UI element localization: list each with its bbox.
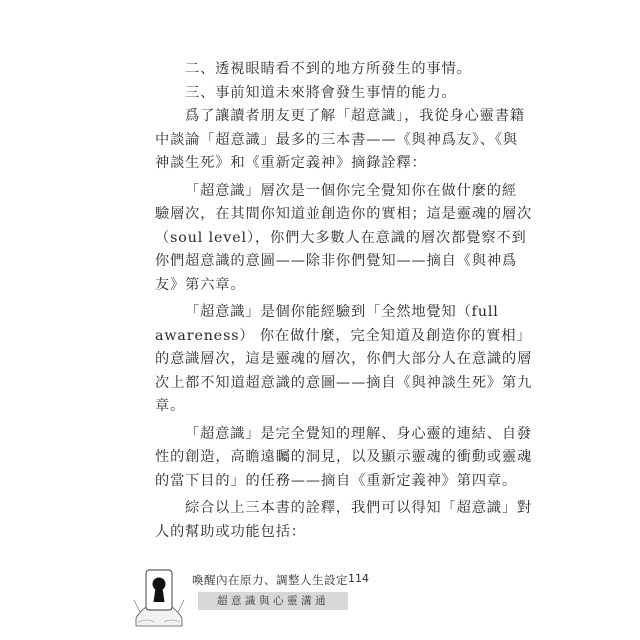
text-line: 三、事前知道未來將會發生事情的能力。 [185,84,457,101]
text-line: 的當下目的」的任務——摘自《重新定義神》第四章。 [155,472,518,489]
text-line: awareness） 你在做什麼，完全知道及創造你的實相」 [155,327,532,344]
text-line: 「超意識」層次是一個你完全覺知你在做什麼的經 [185,182,517,199]
text-line: 人的幫助或功能包括： [155,523,306,540]
chapter-subtitle: 超意識與心靈溝通 [198,592,348,610]
page-number: 114 [348,572,369,585]
text-line: 次上都不知道超意識的意圖——摘自《與神談生死》第九 [155,374,533,391]
text-line: 綜合以上三本書的詮釋，我們可以得知「超意識」對 [185,500,533,516]
text-line: 「超意識」是完全覺知的理解、身心靈的連結、自發 [185,425,533,442]
text-line: 中談論「超意識」最多的三本書——《與神爲友》、《與 [155,131,518,148]
book-title: 喚醒內在原力、調整人生設定 [192,573,348,587]
text-line: 你們超意識的意圖——除非你們覺知——摘自《與神爲 [155,253,518,269]
text-line: 章。 [155,398,186,414]
text-line: 神談生死》和《重新定義神》摘錄詮釋： [155,155,427,171]
text-line: 的意識層次，這是靈魂的層次，你們大部分人在意識的層 [155,351,533,367]
text-line: 「超意識」是個你能經驗到「全然地覺知（full [185,304,499,320]
keyhole-figure-icon [132,560,186,628]
text-line: 驗層次，在其間你知道並創造你的實相；這是靈魂的層次 [155,206,533,222]
text-line: 爲了讓讀者朋友更了解「超意識」，我從身心靈書籍 [185,108,525,124]
text-line: 友》第六章。 [155,276,246,293]
page-footer [132,560,392,630]
text-line: 性的創造，高瞻遠矚的洞見，以及顯示靈魂的衝動或靈魂 [155,449,533,465]
body-text [155,58,533,544]
text-line: （soul level），你們大多數人在意識的層次都覺察不到 [155,229,527,246]
text-line: 二、透視眼睛看不到的地方所發生的事情。 [185,61,472,77]
